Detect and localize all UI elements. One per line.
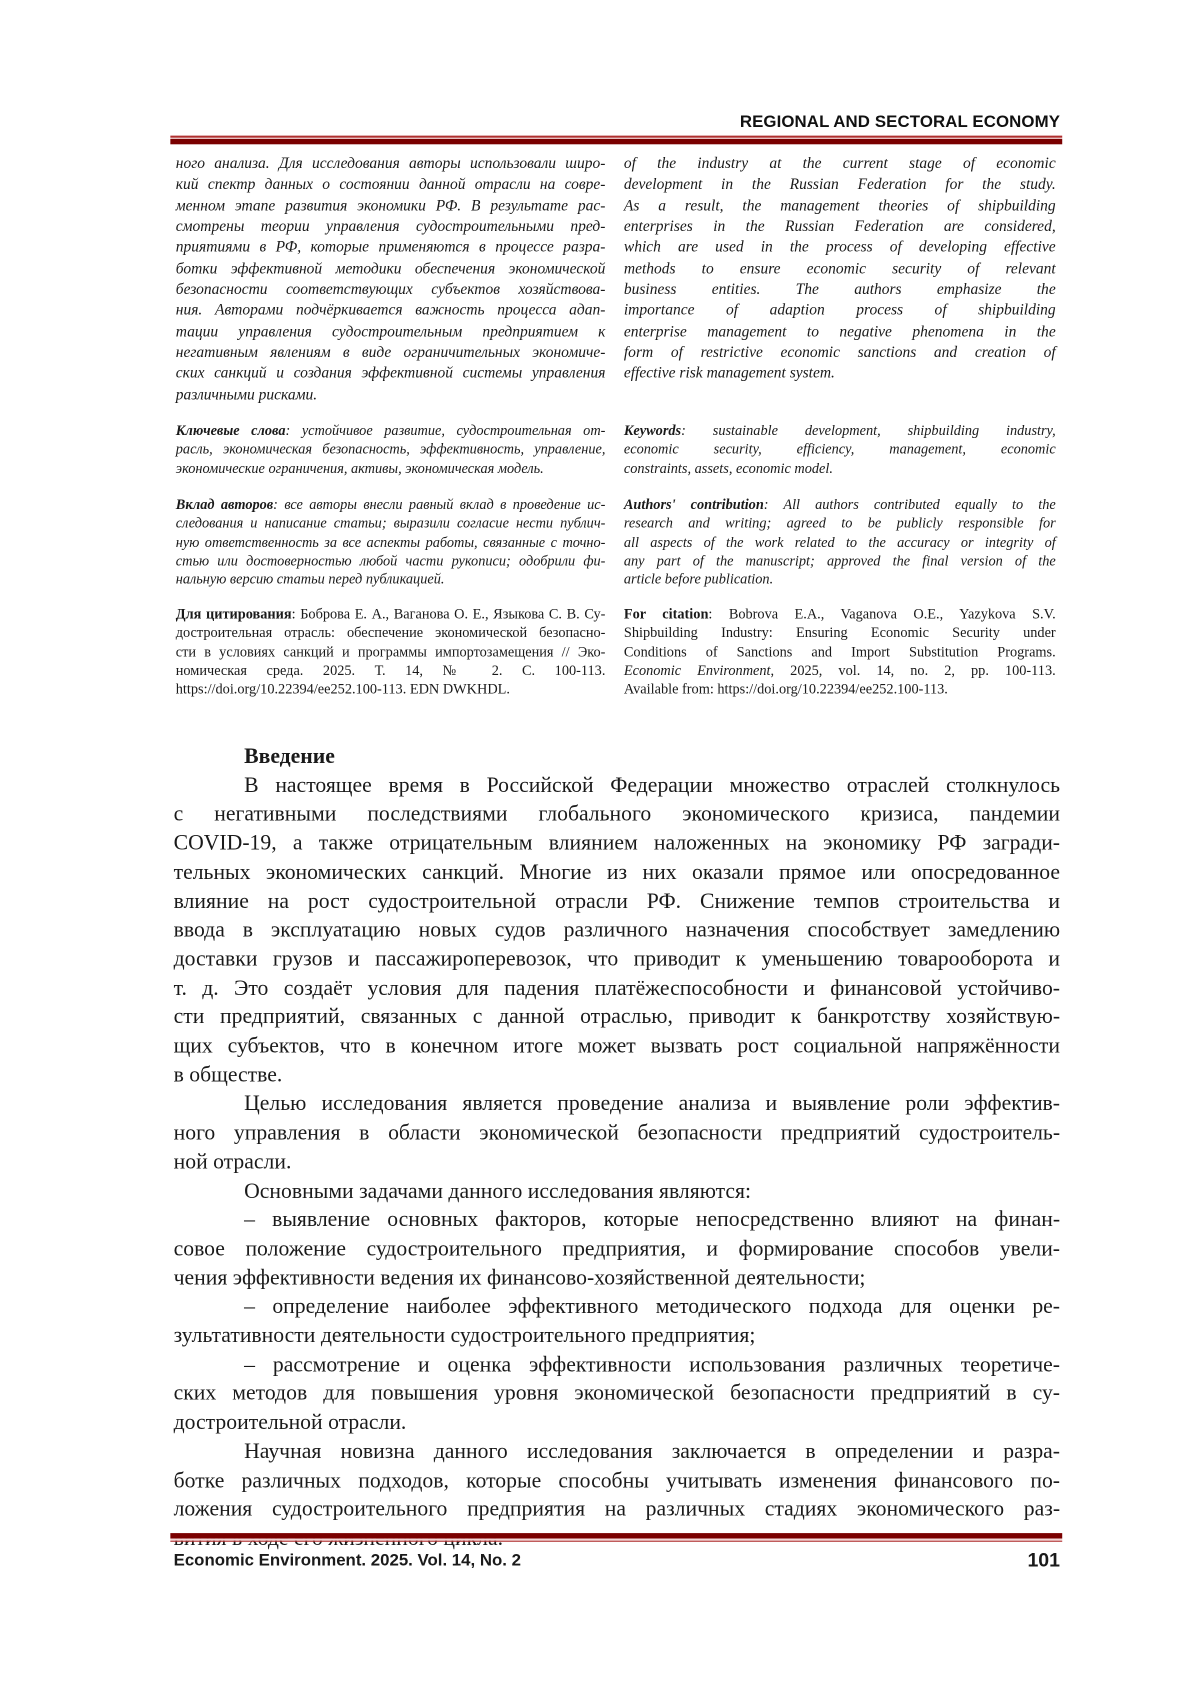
text-line: кий спектр данных о состоянии данной отрасли на совре- [176, 175, 606, 196]
paragraph-line: ввода в эксплуатацию новых судов различного назначения способствует замедлению [174, 916, 1060, 945]
text-line: менном этапе развития экономики РФ. В результате рас- [176, 196, 606, 217]
abstract-ru [176, 154, 606, 406]
paragraph-line: совое положение судостроительного предприятия, и формирование способов увели- [174, 1235, 1060, 1264]
field-text: сти в условиях санкций и программы импортозамещения // Эко- [176, 643, 606, 659]
field-text: следования и написание статьи; выразили согласие нести публич- [176, 515, 606, 531]
text-line: ских санкций и создания эффективной системы управления [176, 364, 606, 385]
paragraph-line: В настоящее время в Российской Федерации множество отраслей столкнулось [244, 771, 1060, 800]
paragraph-line: доставки грузов и пассажироперевозок, что приводит к уменьшению товарооборота и [174, 945, 1060, 974]
text-line [176, 532, 606, 551]
field-text: constraints, assets, economic model. [624, 460, 833, 476]
footer-rule [170, 1533, 1062, 1542]
paragraph-line: в обществе. [174, 1061, 1060, 1090]
text-line [624, 495, 1056, 514]
field-text: стью или достоверностью любой части рукописи; одобрили фи- [176, 552, 606, 568]
text-line [624, 532, 1056, 551]
text-line [176, 661, 606, 680]
running-head: REGIONAL AND SECTORAL ECONOMY [740, 113, 1060, 133]
paragraph-line: чения эффективности ведения их финансово-хозяйственной деятельности; [174, 1264, 1060, 1293]
paragraph-line: ной отрасли. [174, 1148, 1060, 1177]
field-text: : Боброва Е. А., Ваганова О. Е., Языкова С. В. Су- [292, 605, 606, 621]
paragraph-line: ложения судостроительного предприятия на различных стадиях экономического раз- [174, 1495, 1060, 1524]
text-line [176, 604, 606, 623]
text-line: As a result, the management theories of shipbuilding [624, 196, 1056, 217]
field-text: , 2025, vol. 14, no. 2, pp. 100-113. [771, 662, 1056, 678]
paragraph-line: Основными задачами данного исследования являются: [244, 1177, 1060, 1206]
field-text: ную ответственность за все аспекты работы, связанные с точно- [176, 533, 606, 549]
field-text: Conditions of Sanctions and Import Substitution Programs. [624, 643, 1056, 659]
text-line: ботки эффективной методики обеспечения экономической [176, 259, 606, 280]
field-text: : устойчивое развитие, судостроительная от- [285, 422, 605, 438]
paragraph-line: ботке различных подходов, которые способны учитывать изменения финансового по- [174, 1466, 1060, 1495]
paragraph-line: достроительной отрасли. [174, 1409, 1060, 1438]
text-line: негативным явлениям в виде ограничительных экономиче- [176, 343, 606, 364]
text-line [624, 570, 1056, 589]
citation-en [624, 604, 1056, 698]
paragraph-line: т. д. Это создаёт условия для падения платёжеспособности и финансовой устойчиво- [174, 974, 1060, 1003]
field-text: достроительная отрасль: обеспечение экономической безопасно- [176, 624, 606, 640]
text-line [624, 604, 1056, 623]
paragraph-line: влияние на рост судостроительной отрасли РФ. Снижение темпов строительства и [174, 887, 1060, 916]
text-line: importance of adaption process of shipbuilding [624, 301, 1056, 322]
text-line [176, 570, 606, 589]
field-text: all aspects of the work related to the accuracy or integrity of [624, 533, 1056, 549]
text-line: which are used in the process of developing effective [624, 238, 1056, 259]
field-text: : Bobrova E.A., Vaganova O.E., Yazykova S.V. [708, 605, 1055, 621]
text-line: business entities. The authors emphasize the [624, 280, 1056, 301]
text-line: тации управления судостроительным предприятием к [176, 322, 606, 343]
text-line: Available from: https://doi.org/10.22394/ee252.100-113. [624, 679, 1056, 698]
section-heading: Введение [244, 742, 1060, 771]
field-text: economic security, efficiency, management, economic [624, 441, 1056, 457]
text-line [624, 440, 1056, 459]
journal-title: Economic Environment [624, 662, 771, 678]
field-text: any part of the manuscript; approved the final version of the [624, 552, 1056, 568]
field-label: Вклад авторов [176, 496, 273, 512]
field-label: Authors' contribution [624, 496, 764, 512]
citation-ru [176, 604, 606, 698]
paragraph-line: Целью исследования является проведение анализа и выявление роли эффектив- [244, 1090, 1060, 1119]
paragraph-line: зультативности деятельности судостроительного предприятия; [174, 1322, 1060, 1351]
field-text: номическая среда. 2025. Т. 14, № 2. С. 100-113. [176, 662, 606, 678]
paragraph-line: Научная новизна данного исследования заключается в определении и разра- [244, 1437, 1060, 1466]
paragraph-line: – выявление основных факторов, которые непосредственно влияют на финан- [244, 1206, 1060, 1235]
text-line [624, 421, 1056, 440]
text-line [176, 551, 606, 570]
paragraph-line: тельных экономических санкций. Многие из них оказали прямое или опосредованное [174, 858, 1060, 887]
text-line [624, 459, 1056, 478]
text-line [176, 623, 606, 642]
field-text: https://doi.org/10.22394/ee252.100-113. EDN DWKHDL. [176, 680, 510, 696]
text-line [624, 514, 1056, 533]
text-line: methods to ensure economic security of relevant [624, 259, 1056, 280]
field-label: Keywords [624, 422, 681, 438]
field-label: Ключевые слова [176, 422, 286, 438]
paragraph-line: – определение наиболее эффективного методического подхода для оценки ре- [244, 1293, 1060, 1322]
paragraph-line: с негативными последствиями глобального экономического кризиса, пандемии [174, 800, 1060, 829]
text-line [624, 623, 1056, 642]
document-page [0, 0, 1200, 1698]
text-line: ния. Авторами подчёркивается важность процесса адап- [176, 301, 606, 322]
field-text: Shipbuilding Industry: Ensuring Economic Security under [624, 624, 1056, 640]
paragraph-line: COVID-19, а также отрицательным влиянием наложенных на экономику РФ загради- [174, 829, 1060, 858]
text-line [176, 421, 606, 440]
field-text: экономические ограничения, активы, экономическая модель. [176, 460, 544, 476]
text-line: of the industry at the current stage of economic [624, 154, 1056, 175]
contribution-ru [176, 495, 606, 589]
keywords-en [624, 421, 1056, 477]
field-text: расль, экономическая безопасность, эффективность, управление, [176, 441, 606, 457]
text-line [176, 495, 606, 514]
text-line [624, 551, 1056, 570]
text-line: enterprises in the Russian Federation are considered, [624, 217, 1056, 238]
text-line: development in the Russian Federation for the study. [624, 175, 1056, 196]
text-line: различными рисками. [176, 385, 606, 406]
abstract-en [624, 154, 1056, 385]
footer-journal: Economic Environment. 2025. Vol. 14, No. 2 [174, 1552, 521, 1572]
field-text: нальную версию статьи перед публикацией. [176, 571, 445, 587]
text-line: приятиями в РФ, которые применяются в процессе разра- [176, 238, 606, 259]
field-label: Для цитирования [176, 605, 292, 621]
text-line: effective risk management system. [624, 364, 1056, 385]
text-line: ного анализа. Для исследования авторы использовали широ- [176, 154, 606, 175]
text-line [176, 642, 606, 661]
paragraph-line: ного управления в области экономической безопасности предприятий судостроитель- [174, 1119, 1060, 1148]
field-text: : все авторы внесли равный вклад в проведение ис- [273, 496, 605, 512]
text-line: form of restrictive economic sanctions and creation of [624, 343, 1056, 364]
paragraph-line: – рассмотрение и оценка эффективности использования различных теоретиче- [244, 1351, 1060, 1380]
text-line [624, 661, 1056, 680]
text-line: безопасности соответствующих субъектов хозяйствова- [176, 280, 606, 301]
article-body [174, 742, 1060, 1553]
keywords-ru [176, 421, 606, 477]
header-rule [170, 136, 1062, 145]
field-text: : All authors contributed equally to the [764, 496, 1056, 512]
page-number: 101 [1027, 1549, 1060, 1572]
field-text: research and writing; agreed to be publicly responsible for [624, 515, 1056, 531]
field-label: For citation [624, 605, 709, 621]
contribution-en [624, 495, 1056, 589]
field-text: article before publication. [624, 571, 773, 587]
paragraph-line: сти предприятий, связанных с данной отраслью, приводит к банкротству хозяйствую- [174, 1003, 1060, 1032]
text-line [176, 440, 606, 459]
text-line: enterprise management to negative phenomena in the [624, 322, 1056, 343]
paragraph-line: ских методов для повышения уровня экономической безопасности предприятий в су- [174, 1380, 1060, 1409]
text-line [176, 459, 606, 478]
text-line: смотрены теории управления судостроительными пред- [176, 217, 606, 238]
text-line [176, 679, 606, 698]
paragraph-line: щих субъектов, что в конечном итоге может вызвать рост социальной напряжённости [174, 1032, 1060, 1061]
text-line [176, 514, 606, 533]
field-text: : sustainable development, shipbuilding industry, [681, 422, 1056, 438]
text-line [624, 642, 1056, 661]
